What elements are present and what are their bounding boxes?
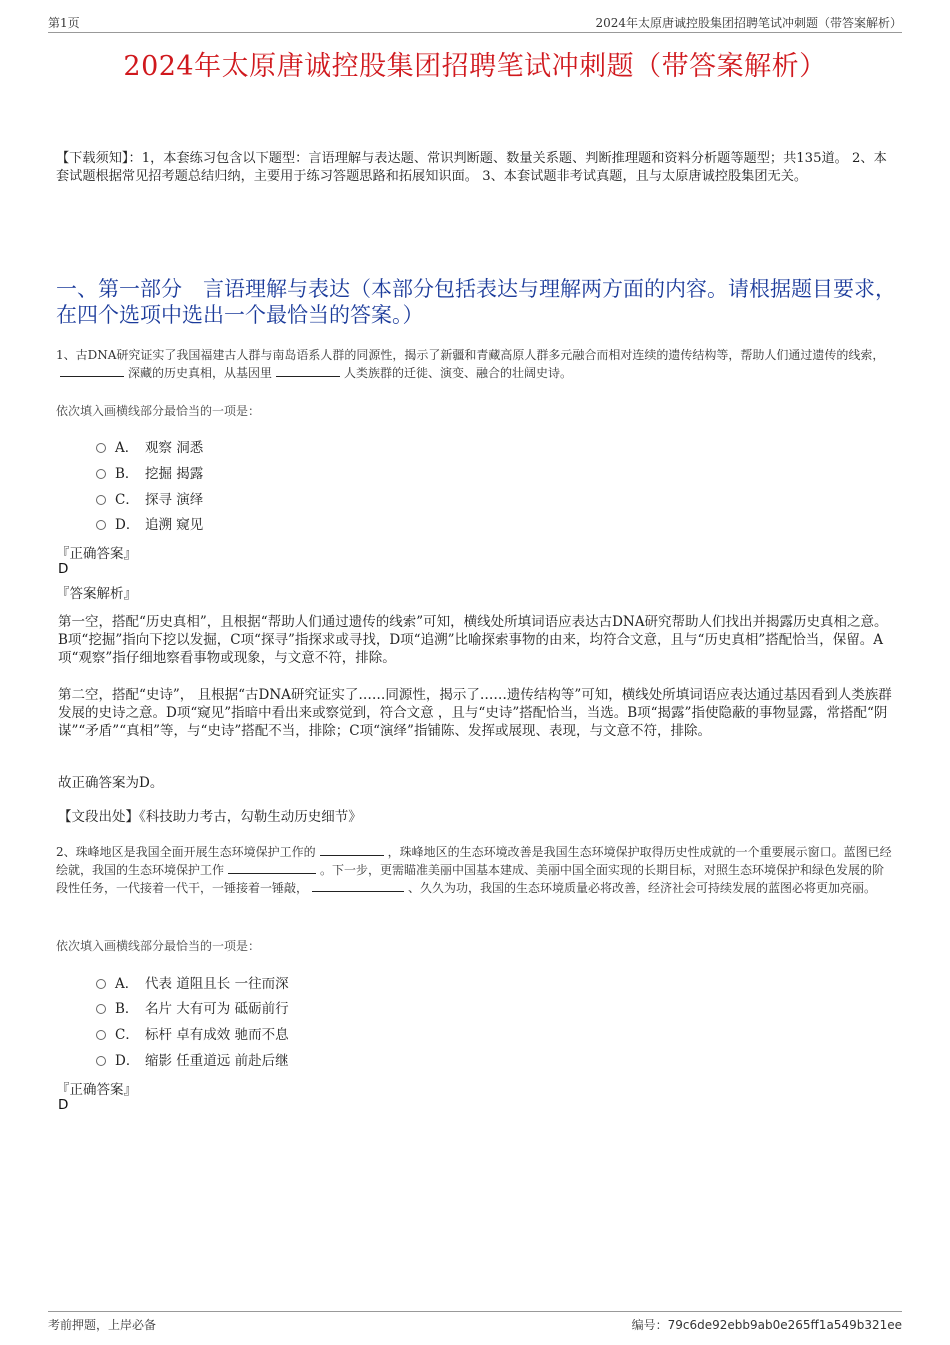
q1-source: 【文段出处】《科技助力考古，勾勒生动历史细节》: [58, 809, 362, 825]
page-number: 第1页: [48, 16, 80, 30]
section-heading: 一、第一部分 言语理解与表达（本部分包括表达与理解两方面的内容。请根据题目要求，在四个选项中选出一个最恰当的答案。）: [56, 277, 896, 327]
footer-divider: [48, 1311, 902, 1312]
q1-text-part-a: 1、古DNA研究证实了我国福建古人群与南岛语系人群的同源性，揭示了新疆和青藏高原人群多元融合而相对连续的遗传结构等，帮助人们通过遗传的线索，: [56, 348, 885, 362]
q1-analysis-paragraph-2: 第二空，搭配“史诗”， 且根据“古DNA研究证实了……同源性，揭示了……遗传结构等”可知，横线处所填词语应表达通过基因看到人类族群发展的史诗之意。D项“窥见”指暗中看出来或察觉到，符合文意 ，且与“史诗”搭配恰当，当选。B项“揭露”指使隐蔽的事物显露，常搭配“阴谋”“矛盾”“真相”等，与“史诗”搭配不当，排除；C项“演绎”指铺陈、发挥或展现、表现，与文意不符，排除。: [58, 687, 892, 739]
header-divider: [48, 32, 902, 33]
q2-option-d[interactable]: [96, 1049, 289, 1069]
q1-option-d[interactable]: [96, 513, 203, 533]
q1-analysis-label: 『答案解析』: [56, 586, 137, 602]
q2-text-part-a: 2、珠峰地区是我国全面开展生态环境保护工作的: [56, 845, 316, 859]
option-letter: D．: [115, 1053, 140, 1069]
option-letter: D．: [115, 517, 140, 533]
question-2-text: [56, 843, 896, 897]
q2-text-part-c: 。下一步，更需瞄准美丽中国基本建成、美丽中国全面实现的长期目标，对照生态环境保护和绿色发展的阶段性任务，一代接着一代干，一锤接着一锤敲，: [56, 863, 885, 895]
q2-text-part-d: 、久久为功，我国的生态环境质量必将改善，经济社会可持续发展的蓝图必将更加亮丽。: [408, 881, 877, 895]
q2-blank-1: [320, 843, 384, 856]
option-text: 标杆 卓有成效 驰而不息: [145, 1027, 289, 1043]
q1-analysis-paragraph-1: 第一空，搭配“历史真相”，且根据“帮助人们通过遗传的线索”可知，横线处所填词语应表达古DNA研究帮助人们找出并揭露历史真相之意。B项“挖掘”指向下挖以发掘，C项“探寻”指探求或寻找，D项“追溯”比喻探索事物的由来，均符合文意，且与“历史真相”搭配恰当，保留。A项“观察”指仔细地察看事物或现象，与文意不符，排除。: [58, 614, 888, 666]
option-letter: B．: [115, 1001, 139, 1017]
q1-option-c[interactable]: [96, 488, 203, 508]
q2-answer-label: 『正确答案』: [56, 1082, 137, 1098]
q2-blank-3: [312, 879, 404, 892]
radio-icon[interactable]: [96, 1030, 106, 1040]
q1-answer-label: 『正确答案』: [56, 546, 137, 562]
document-title: 2024年太原唐诚控股集团招聘笔试冲刺题（带答案解析）: [123, 51, 827, 82]
option-letter: C．: [115, 1027, 139, 1043]
doc-code-value: 79c6de92ebb9ab0e265ff1a549b321ee: [667, 1318, 902, 1332]
q2-text-part-b: ，珠峰地区的生态环境改善是我国生态环境保护取得历史性成就的一个重要展示窗口。蓝图已经绘就，我国的生态环境保护工作: [56, 845, 892, 877]
radio-icon[interactable]: [96, 443, 106, 453]
q1-conclusion: 故正确答案为D。: [58, 775, 164, 791]
radio-icon[interactable]: [96, 520, 106, 530]
q1-text-part-b: 深藏的历史真相，从基因里: [128, 366, 273, 380]
q2-blank-2: [228, 861, 316, 874]
q2-option-b[interactable]: [96, 997, 289, 1017]
q1-prompt: 依次填入画横线部分最恰当的一项是：: [56, 404, 261, 418]
option-text: 挖掘 揭露: [145, 466, 204, 482]
q1-option-b[interactable]: [96, 462, 203, 482]
option-text: 缩影 任重道远 前赴后继: [145, 1053, 289, 1069]
download-notice: 【下载须知】：1，本套练习包含以下题型：言语理解与表达题、常识判断题、数量关系题、判断推理题和资料分析题等题型；共135道。 2、本套试题根据常见招考题总结归纳，主要用于练习答题思路和拓展知识面。 3、本套试题非考试真题，且与太原唐诚控股集团无关。: [56, 151, 887, 184]
running-header-title: 2024年太原唐诚控股集团招聘笔试冲刺题（带答案解析）: [595, 16, 902, 30]
footer-doc-code: [632, 1316, 902, 1333]
q1-blank-1: [60, 364, 124, 377]
q2-answer: D: [58, 1097, 69, 1113]
question-1-text: [56, 346, 896, 382]
q2-prompt: 依次填入画横线部分最恰当的一项是：: [56, 939, 261, 953]
q2-option-c[interactable]: [96, 1023, 289, 1043]
option-letter: A．: [115, 976, 139, 992]
q1-option-a[interactable]: [96, 436, 203, 456]
q1-blank-2: [276, 364, 340, 377]
radio-icon[interactable]: [96, 1056, 106, 1066]
doc-code-label: 编号：: [631, 1318, 668, 1332]
radio-icon[interactable]: [96, 469, 106, 479]
q2-option-a[interactable]: [96, 972, 289, 992]
option-text: 追溯 窥见: [145, 517, 204, 533]
q1-text-part-c: 人类族群的迁徙、演变、融合的壮阔史诗。: [344, 366, 573, 380]
option-letter: B．: [115, 466, 139, 482]
option-text: 名片 大有可为 砥砺前行: [145, 1001, 289, 1017]
option-text: 观察 洞悉: [145, 440, 204, 456]
option-letter: C．: [115, 492, 139, 508]
q1-answer: D: [58, 561, 69, 577]
footer-slogan: 考前押题，上岸必备: [48, 1318, 157, 1332]
radio-icon[interactable]: [96, 1004, 106, 1014]
option-text: 代表 道阻且长 一往而深: [145, 976, 289, 992]
radio-icon[interactable]: [96, 495, 106, 505]
option-text: 探寻 演绎: [145, 492, 204, 508]
radio-icon[interactable]: [96, 979, 106, 989]
option-letter: A．: [115, 440, 139, 456]
